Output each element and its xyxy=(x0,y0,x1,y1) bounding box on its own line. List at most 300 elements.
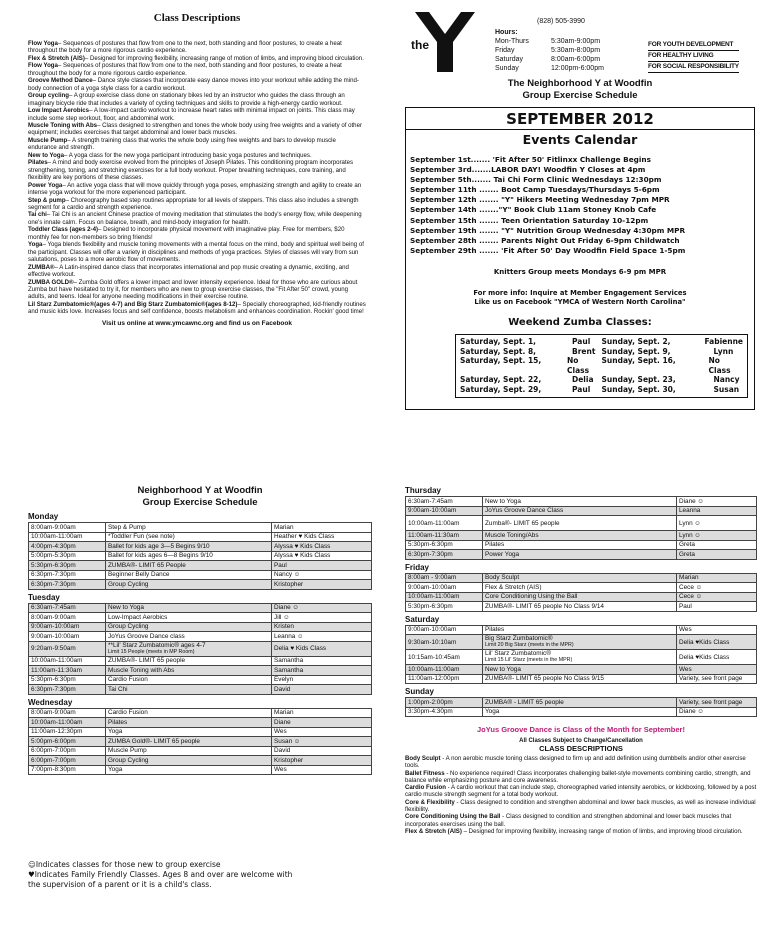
class-text: A Latin-inspired dance class that incorporates international and pop music creating a dynamic, exciting, and effective workout. xyxy=(28,263,349,279)
class-description-item: Low Impact Aerobics– A low-impact cardio workout to increase heart rates with minimal impact on joints. This class may include some step workout, floor, and abdominal work. xyxy=(28,107,355,122)
class-name: Ballet for kids ages 6—8 Begins 9/10 xyxy=(106,551,272,561)
hours-time: 5:30am-8:00pm xyxy=(551,47,601,54)
hours-time: 8:00am-6:00pm xyxy=(551,56,601,63)
event-item: September 14th ......."Y" Book Club 11am Stoney Knob Cafe xyxy=(410,205,657,215)
class-description-item: Lil Starz Zumbatomic®(ages 4-7) and Big Starz Zumbatomic®(ages 8-12)– Specially choreographed, kid-friendly routines and music kids love. Increases focus and self confidence, boosts metabolism and enhances coordination. Rockin' good time! xyxy=(28,300,366,316)
class-time: 8:00am-9:00am xyxy=(29,613,106,623)
class-instructor: Variety, see front page xyxy=(677,674,757,684)
table-row xyxy=(406,540,757,550)
class-name: ZUMBA®- LIMIT 65 people No Class 9/15 xyxy=(483,674,677,684)
event-item: September 3rd.......LABOR DAY! Woodfin Y Closes at 4pm xyxy=(410,165,646,175)
logo-the-text: the xyxy=(411,38,429,52)
table-row xyxy=(406,550,757,560)
class-instructor: Samantha xyxy=(272,666,372,676)
class-instructor: Marian xyxy=(677,573,757,583)
class-instructor: Lynn ☺ xyxy=(677,531,757,541)
zumba-instructor: No Class xyxy=(708,356,731,375)
class-description-item: Flex & Stretch (AIS)– Designed for improving flexibility, increasing range of motion of limbs, and improving blood circulation. xyxy=(28,54,364,62)
class-name: Cardio Fusion xyxy=(405,784,446,792)
class-instructor: Variety, see front page xyxy=(677,698,757,708)
class-time: 10:00am-11:00am xyxy=(406,516,483,531)
hours-row xyxy=(495,55,604,64)
zumba-row xyxy=(602,385,744,395)
class-time: 6:30pm-7:30pm xyxy=(29,685,106,695)
event-item: September 19th ....... "Y" Nutrition Group Wednesday 4:30pm MPR xyxy=(410,225,686,235)
table-row xyxy=(29,727,372,737)
class-instructor: Alyssa ♥ Kids Class xyxy=(272,542,372,552)
class-name: New to Yoga xyxy=(106,603,272,613)
table-row xyxy=(29,685,372,695)
class-time: 6:30pm-7:30pm xyxy=(29,580,106,590)
class-time: 3:30pm-4:30pm xyxy=(406,707,483,717)
table-row xyxy=(29,542,372,552)
class-name: Core & Flexibility xyxy=(405,798,455,806)
class-name: Pilates xyxy=(28,159,48,167)
visit-text: Visit us online at www.ymcawnc.org and find us on Facebook xyxy=(102,319,292,327)
class-time: 5:30pm-6:30pm xyxy=(29,675,106,685)
class-name: Yoga xyxy=(28,241,43,249)
class-name-line: Big Starz Zumbatomic® xyxy=(485,635,553,642)
class-description-item: ZUMBA GOLD®– Zumba Gold offers a lower impact and lower intensity experience. Ideal for those who are curious about Zumba but have hesitated to try it, for members who are new to group exercise classes, the "Fit After 50" crowd, young adults, and teens. Ideal for anyone needing modifications in their exercise routine. xyxy=(28,278,358,301)
ymca-logo xyxy=(409,12,481,72)
class-descriptions-list-2 xyxy=(405,755,757,835)
class-time: 5:00pm-6:00pm xyxy=(29,737,106,747)
class-instructor: David xyxy=(272,746,372,756)
class-instructor: Diane ☺ xyxy=(677,707,757,717)
hours-label: Hours: xyxy=(495,29,518,36)
class-name: Beginner Belly Dance xyxy=(106,570,272,580)
zumba-date: Sunday, Sept. 9, xyxy=(601,346,671,356)
event-item: September 12th ....... "Y" Hikers Meeting Wednesday 7pm MPR xyxy=(410,195,670,205)
zumba-instructor: Delia xyxy=(572,375,594,385)
schedule-table xyxy=(28,522,372,590)
table-row xyxy=(406,592,757,602)
class-name: Body Sculpt xyxy=(483,573,677,583)
class-instructor: Paul xyxy=(677,602,757,612)
class-name: Muscle Toning/Abs xyxy=(483,531,677,541)
class-text: - No experience required! Class incorporates challenging ballet-style movements combining cardio, strength, and balance while emphasizing posture and core awareness. xyxy=(405,769,751,784)
table-row xyxy=(406,497,757,507)
class-time: 10:00am-11:00am xyxy=(29,532,106,542)
table-row xyxy=(406,531,757,541)
hours-day: Sunday xyxy=(495,65,519,72)
zumba-row xyxy=(460,385,602,395)
zumba-date: Sunday, Sept. 16, xyxy=(601,356,676,366)
class-text: Choreography based step routines appropriate for all levels of steppers. This class also includes a strength segment for a cardio and strength experience. xyxy=(28,196,359,211)
day-heading: Wednesday xyxy=(28,697,73,707)
month-title: SEPTEMBER 2012 xyxy=(406,108,754,130)
class-descriptions xyxy=(28,12,366,327)
class-name: Low-Impact Aerobics xyxy=(106,613,272,623)
schedule-left xyxy=(28,485,372,775)
class-time: 10:00am-11:00am xyxy=(406,592,483,602)
class-instructor: Leanna xyxy=(677,506,757,516)
class-instructor: Diane xyxy=(272,718,372,728)
event-item: September 29th ....... 'Fit After 50' Day Woodfin Field Space 1-5pm xyxy=(410,245,686,255)
class-name: Tai chi xyxy=(28,211,47,219)
table-row xyxy=(406,516,757,531)
hours-time: 5:30am-9:00pm xyxy=(551,38,601,45)
schedule-right xyxy=(405,483,757,835)
class-name: ZUMBA® xyxy=(28,263,55,271)
class-time: 11:00am-11:30am xyxy=(406,531,483,541)
day-heading: Monday xyxy=(28,512,59,521)
class-text: A group exercise class done on stationary bikes led by an instructor who guides the class through an imaginary bicycle ride that includes a variety of cycling techniques and skills to provide a high-energy cardio workout. xyxy=(28,92,345,107)
class-name: ZUMBA®- LIMIT 65 people No Class 9/14 xyxy=(483,602,677,612)
class-name: Muscle Toning with Abs xyxy=(28,121,98,129)
class-name-subline: Limit 20 Big Starz (meets in the MPR) xyxy=(485,642,574,648)
zumba-date: Saturday, Sept. 22, xyxy=(460,375,542,385)
class-name: Pilates xyxy=(106,718,272,728)
class-time: 5:30pm-6:30pm xyxy=(29,561,106,571)
class-text: A yoga class for the new yoga participant introducing basic yoga postures and techniques. xyxy=(68,151,312,159)
event-item: September 1st....... 'Fit After 50' Fitlinxx Challenge Begins xyxy=(410,155,651,164)
branch-title xyxy=(405,78,755,102)
schedule-table xyxy=(405,625,757,685)
class-name: Group cycling xyxy=(28,92,69,100)
class-instructor: Paul xyxy=(272,561,372,571)
class-name: Flex & Stretch (AIS) xyxy=(28,54,85,62)
table-row xyxy=(406,707,757,717)
class-name: Yoga xyxy=(106,765,272,775)
table-row xyxy=(406,674,757,684)
class-description-item: Muscle Pump– A strength training class that works the whole body using free weights and bars to develop muscle endurance and strength. xyxy=(28,136,336,152)
class-instructor: Greta xyxy=(677,550,757,560)
class-name: Pilates xyxy=(483,540,677,550)
class-time: 5:30pm-6:30pm xyxy=(406,540,483,550)
class-name: Power Yoga xyxy=(483,550,677,560)
table-row xyxy=(29,632,372,642)
class-time: 10:00am-11:00am xyxy=(406,665,483,675)
hours-day: Saturday xyxy=(495,56,524,63)
class-instructor: Jill ☺ xyxy=(272,613,372,623)
class-time: 8:00am - 9:00am xyxy=(406,573,483,583)
ymca-panel xyxy=(405,10,755,440)
class-description-item: Pilates– A mind and body exercise evolved from the principles of Joseph Pilates. This conditioning program incorporates strengthening, toning, and stretching exercises for a full body workout. Proper breathing techniques, core training, and flexibility are key portions of these classes. xyxy=(28,159,354,182)
class-text: Specially choreographed, kid-friendly routines and music kids love. Increases focus and self confidence, boosts metabolism and enhances coordination. Rockin' good time! xyxy=(28,300,366,316)
info-line-2: Like us on Facebook "YMCA of Western North Carolina" xyxy=(474,297,686,306)
schedule-table xyxy=(405,573,757,612)
class-text: Designed for improving flexibility, increasing range of motion of limbs, and improving blood circulation. xyxy=(89,54,364,62)
class-description-item: New to Yoga– A yoga class for the new yoga participant introducing basic yoga postures and techniques. xyxy=(28,151,312,159)
mission-2: FOR HEALTHY LIVING xyxy=(648,51,739,62)
zumba-instructor: Paul xyxy=(572,384,591,394)
class-description-item xyxy=(405,828,757,835)
class-name: Zumba®- LIMIT 65 people xyxy=(483,516,677,531)
class-name-subline: Limit 15 Lil' Starz (meets in the MPR) xyxy=(485,657,573,663)
class-name: New to Yoga xyxy=(483,665,677,675)
event-item: September 15th ....... Teen Orientation Saturday 10-12pm xyxy=(410,215,649,225)
class-time: 11:00am-12:00pm xyxy=(406,674,483,684)
class-name: Lil Starz Zumbatomic®(ages 4-7) and Big Starz Zumbatomic®(ages 8-12) xyxy=(28,300,238,308)
class-description-item: Toddler Class (ages 2-4)– Designed to incorporate physical movement with imaginative play. Free for members, $20 monthly fee for non-members so bring friends! xyxy=(28,226,345,241)
class-instructor: Kristopher xyxy=(272,756,372,766)
zumba-instructor: Susan xyxy=(713,384,740,394)
class-time: 6:30pm-7:30pm xyxy=(29,570,106,580)
class-name: ZUMBA Gold®- LIMIT 65 people xyxy=(106,737,272,747)
class-name: *Toddler Fun (see note) xyxy=(106,532,272,542)
class-time: 6:30pm-7:30pm xyxy=(406,550,483,560)
class-time: 6:00pm-7:00pm xyxy=(29,756,106,766)
class-name: Flex & Stretch (AIS) xyxy=(405,827,462,835)
class-text: Yoga blends flexibility and muscle toning movements with a mental focus on the mind, body and spiritual well being of the participant. Classes will offer a variety in disciplines and methods of yoga practices. Styles of classes will vary from sun salutations, poses to a more aerobic flow of movements. xyxy=(28,241,364,264)
table-row xyxy=(29,656,372,666)
day-heading: Thursday xyxy=(405,486,442,495)
class-description-item xyxy=(405,784,757,799)
class-name: Group Cycling xyxy=(106,622,272,632)
class-name xyxy=(483,650,677,665)
class-text: An active yoga class that will move quickly through yoga poses, emphasizing strength and agility to create an intense yoga workout for the more experienced participant. xyxy=(28,181,362,197)
class-name: ZUMBA®- LIMIT 65 people xyxy=(106,656,272,666)
table-row xyxy=(29,622,372,632)
class-description-item: Flow Yoga– Sequences of postures that flow from one to the next, both standing and floor postures, to create a heat throughout the body for a more rigorous cardio experience. xyxy=(28,62,342,77)
class-description-item: Groove Method Dance– Dance style classes that incorporate easy dance moves into your workout while adding the mind-body connection of a yoga style class for a cardio workout. xyxy=(28,77,359,92)
zumba-instructor: Lynn xyxy=(713,346,734,356)
schedule-table xyxy=(405,496,757,560)
schedule-title-1: Neighborhood Y at Woodfin xyxy=(137,485,263,496)
hours-block xyxy=(495,28,604,73)
class-of-month: JoYus Groove Dance is Class of the Month for September! xyxy=(477,725,685,734)
table-row xyxy=(29,718,372,728)
class-instructor: Kristopher xyxy=(272,580,372,590)
branch-line-1: The Neighborhood Y at Woodfin xyxy=(507,78,653,89)
class-time: 8:00am-9:00am xyxy=(29,523,106,533)
info-line-1: For more info: Inquire at Member Engagement Services xyxy=(473,288,687,297)
class-description-item xyxy=(405,799,757,814)
class-name-subline: Limit 15 People (meets in MP Room) xyxy=(108,648,195,655)
class-time: 6:00pm-7:00pm xyxy=(29,746,106,756)
table-row xyxy=(29,708,372,718)
hours-day: Mon-Thurs xyxy=(495,38,529,45)
class-time: 8:00am-9:00am xyxy=(29,708,106,718)
zumba-date: Saturday, Sept. 15, xyxy=(460,356,542,366)
class-name: JoYus Groove Dance class xyxy=(106,632,272,642)
class-instructor: Lynn ☺ xyxy=(677,516,757,531)
hours-row xyxy=(495,46,604,55)
day-heading: Tuesday xyxy=(28,592,60,602)
class-time: 9:00am-10:00am xyxy=(406,625,483,635)
zumba-row xyxy=(602,337,744,347)
class-time: 4:00pm-4:30pm xyxy=(29,542,106,552)
class-instructor: Alyssa ♥ Kids Class xyxy=(272,551,372,561)
class-text: Tai Chi is an ancient Chinese practice of moving meditation that stimulates the body's energy flow, while deepening one's innate calm. Focus on balance, breath, and mind-body integration for health. xyxy=(28,211,362,226)
class-name: Yoga xyxy=(483,707,677,717)
zumba-instructor: Paul xyxy=(572,336,591,346)
class-instructor: Delia ♥ Kids Class xyxy=(272,641,372,656)
hours-row xyxy=(495,64,604,73)
class-name: Cardio Fusion xyxy=(106,708,272,718)
class-name: Pilates xyxy=(483,625,677,635)
class-name: Core Conditioning Using the Ball xyxy=(483,592,677,602)
class-name: ZUMBA GOLD® xyxy=(28,278,74,286)
class-time: 11:00am-12:30pm xyxy=(29,727,106,737)
events-title: Events Calendar xyxy=(522,132,638,147)
class-name xyxy=(106,641,272,656)
class-instructor: Kristen xyxy=(272,622,372,632)
zumba-date: Sunday, Sept. 23, xyxy=(601,375,676,385)
day-heading: Sunday xyxy=(405,687,434,696)
class-instructor: Wes xyxy=(677,625,757,635)
class-text: - A cardio workout that can include step, choreographed varied intensity aerobics, or kickboxing, followed by a post cardio muscle strength segment for a total body workout. xyxy=(405,784,757,799)
table-row xyxy=(29,603,372,613)
class-name: Core Conditioning Using the Ball xyxy=(405,813,501,821)
class-name: Toddler Class (ages 2-4) xyxy=(28,226,98,234)
class-description-item: Step & pump– Choreography based step routines appropriate for all levels of steppers. This class also includes a strength segment for a cardio and strength experience. xyxy=(28,196,359,211)
zumba-title: Weekend Zumba Classes: xyxy=(508,316,652,328)
hours-row xyxy=(495,37,604,46)
table-row xyxy=(29,561,372,571)
class-time: 10:00am-11:00am xyxy=(29,718,106,728)
class-text: Sequences of postures that flow from one to the next, both standing and floor postures, to create a heat throughout the body for a more rigorous cardio experience. xyxy=(28,40,342,55)
class-description-item xyxy=(405,755,757,770)
class-instructor: Samantha xyxy=(272,656,372,666)
zumba-box xyxy=(455,334,748,398)
table-row xyxy=(406,602,757,612)
table-row xyxy=(29,551,372,561)
class-time: 6:30am-7:45am xyxy=(29,603,106,613)
zumba-sundays xyxy=(602,337,744,395)
class-description-item xyxy=(405,813,757,828)
zumba-row xyxy=(460,375,602,385)
class-time: 9:30am-10:10am xyxy=(406,635,483,650)
table-row xyxy=(406,625,757,635)
class-name: Low Impact Aerobics xyxy=(28,107,90,115)
table-row xyxy=(29,641,372,656)
legend-new: ☺Indicates classes for those new to group exercise xyxy=(28,860,221,869)
table-row xyxy=(29,532,372,542)
class-text: Zumba Gold offers a lower impact and lower intensity experience. Ideal for those who are curious about Zumba but have hesitated to try it, for members who are new to group exercise classes, the "Fit After 50" crowd, young adults, and teens. Ideal for anyone needing modifications in their exercise routine. xyxy=(28,278,358,301)
zumba-row xyxy=(602,347,744,357)
class-text: - A non aerobic muscle toning class designed to firm up and add definition using dumbbells and/or other exercise tools. xyxy=(405,755,746,770)
class-name: Ballet for kids age 3—5 Begins 9/10 xyxy=(106,542,272,552)
class-text: - Class designed to condition and strengthen abdominal and lower back muscles that incorporates exercises using the ball. xyxy=(405,813,732,828)
schedule-table xyxy=(28,708,372,776)
zumba-instructor: Fabienne xyxy=(704,336,743,346)
class-time: 7:00pm-8:30pm xyxy=(29,765,106,775)
class-text: A mind and body exercise evolved from the principles of Joseph Pilates. This conditioning program incorporates strengthening, toning, and stretching exercises for a full body workout. Proper breathing techniques, core training, and flexibility are key portions of these classes. xyxy=(28,159,354,182)
table-row xyxy=(406,698,757,708)
zumba-date: Saturday, Sept. 1, xyxy=(460,336,537,346)
table-row xyxy=(29,737,372,747)
class-name: Step & pump xyxy=(28,196,66,204)
schedule-title xyxy=(28,485,372,509)
schedule-title-2: Group Exercise Schedule xyxy=(142,497,258,508)
class-name: Group Cycling xyxy=(106,580,272,590)
class-text: – Designed for improving flexibility, increasing range of motion of limbs, and improving blood circulation. xyxy=(463,827,743,835)
zumba-row xyxy=(602,375,744,385)
table-row xyxy=(406,650,757,665)
class-name: Power Yoga xyxy=(28,181,63,189)
class-instructor: Diane ☺ xyxy=(272,603,372,613)
table-row xyxy=(29,756,372,766)
zumba-date: Sunday, Sept. 30, xyxy=(601,384,676,394)
class-instructor: Greta xyxy=(677,540,757,550)
table-row xyxy=(406,573,757,583)
class-name: Muscle Toning with Abs xyxy=(106,666,272,676)
zumba-date: Saturday, Sept. 29, xyxy=(460,384,542,394)
class-text: Class designed to strengthen and tones the whole body using free weights and a variety of other equipment; includes exercises that target abdominal and lower back muscles. xyxy=(28,121,362,137)
class-text: A low-impact cardio workout to increase heart rates with minimal impact on joints. This class may include some step workout, floor, and abdominal work. xyxy=(28,107,355,122)
class-descriptions-title: Class Descriptions xyxy=(153,12,241,24)
class-instructor: Evelyn xyxy=(272,675,372,685)
table-row xyxy=(406,506,757,516)
class-text: Sequences of postures that flow from one to the next, both standing and floor postures, to create a heat throughout the body for a more rigorous cardio experience. xyxy=(28,62,342,77)
events-list xyxy=(410,155,754,256)
mission-1: FOR YOUTH DEVELOPMENT xyxy=(648,40,739,51)
class-name: Muscle Pump xyxy=(28,136,68,144)
class-name: Flow Yoga xyxy=(28,40,58,47)
class-instructor: Wes xyxy=(272,727,372,737)
info-note xyxy=(406,289,754,307)
zumba-row xyxy=(602,356,744,375)
class-name: Flow Yoga xyxy=(28,62,58,70)
event-item: September 11th ....... Boot Camp Tuesdays/Thursdays 5-6pm xyxy=(410,185,660,195)
phone-number: (828) 505-3990 xyxy=(537,18,585,25)
class-instructor: Heather ♥ Kids Class xyxy=(272,532,372,542)
class-name: Groove Method Dance xyxy=(28,77,93,85)
table-row xyxy=(29,666,372,676)
zumba-date: Saturday, Sept. 8, xyxy=(460,346,537,356)
hours-day: Friday xyxy=(495,47,515,54)
class-text: Dance style classes that incorporate easy dance moves into your workout while adding the mind-body connection of a yoga style class for a cardio workout. xyxy=(28,77,359,92)
table-row xyxy=(406,665,757,675)
class-name-line: Lil' Starz Zumbatomic® xyxy=(485,650,551,657)
class-description-item xyxy=(405,770,757,785)
day-heading: Saturday xyxy=(405,614,440,624)
zumba-row xyxy=(460,347,602,357)
class-text: Designed to incorporate physical movement with imaginative play. Free for members, $20 monthly fee for non-members so bring friends! xyxy=(28,226,345,241)
table-row xyxy=(29,746,372,756)
class-name: Cardio Fusion xyxy=(106,675,272,685)
class-time: 5:00pm-5:30pm xyxy=(29,551,106,561)
class-description-item: Muscle Toning with Abs– Class designed to strengthen and tones the whole body using free weights and a variety of other equipment; includes exercises that target abdominal and lower back muscles. xyxy=(28,121,362,137)
class-name: Step & Pump xyxy=(106,523,272,533)
table-row xyxy=(29,613,372,623)
schedule-table xyxy=(28,603,372,695)
class-instructor: Wes xyxy=(272,765,372,775)
legend-family-2: the supervision of a parent or it is a child's class. xyxy=(28,880,212,889)
class-time: 1:00pm-2:00pm xyxy=(406,698,483,708)
class-instructor: Marian xyxy=(272,523,372,533)
class-instructor: Leanna ☺ xyxy=(272,632,372,642)
mission-statements xyxy=(648,40,739,73)
class-instructor: Susan ☺ xyxy=(272,737,372,747)
class-name: Muscle Pump xyxy=(106,746,272,756)
class-descriptions-list xyxy=(28,40,366,316)
table-row xyxy=(29,523,372,533)
event-item: September 5th....... Tai Chi Form Clinic Wednesdays 12:30pm xyxy=(410,175,662,185)
class-time: 9:00am-10:00am xyxy=(406,506,483,516)
zumba-instructor: Nancy xyxy=(713,375,740,385)
class-instructor: Diane ☺ xyxy=(677,497,757,507)
class-time: 11:00am-11:30am xyxy=(29,666,106,676)
class-time: 6:30am-7:45am xyxy=(406,497,483,507)
table-row xyxy=(406,635,757,650)
class-name: Body Sculpt xyxy=(405,755,441,762)
class-time: 10:15am-10:45am xyxy=(406,650,483,665)
class-time: 10:00am-11:00am xyxy=(29,656,106,666)
class-description-item: Power Yoga– An active yoga class that will move quickly through yoga poses, emphasizing strength and agility to create an intense yoga workout for the more experienced participant. xyxy=(28,181,362,197)
class-name xyxy=(483,635,677,650)
class-description-item: ZUMBA®– A Latin-inspired dance class that incorporates international and pop music creating a dynamic, exciting, and effective workout. xyxy=(28,263,349,279)
class-name: Ballet Fitness xyxy=(405,769,445,777)
zumba-instructor: No Class xyxy=(567,356,590,375)
class-name: Flex & Stretch (AIS) xyxy=(483,583,677,593)
zumba-saturdays xyxy=(460,337,602,395)
class-name: Tai Chi xyxy=(106,685,272,695)
class-time: 9:00am-10:00am xyxy=(406,583,483,593)
events-box xyxy=(405,107,755,410)
